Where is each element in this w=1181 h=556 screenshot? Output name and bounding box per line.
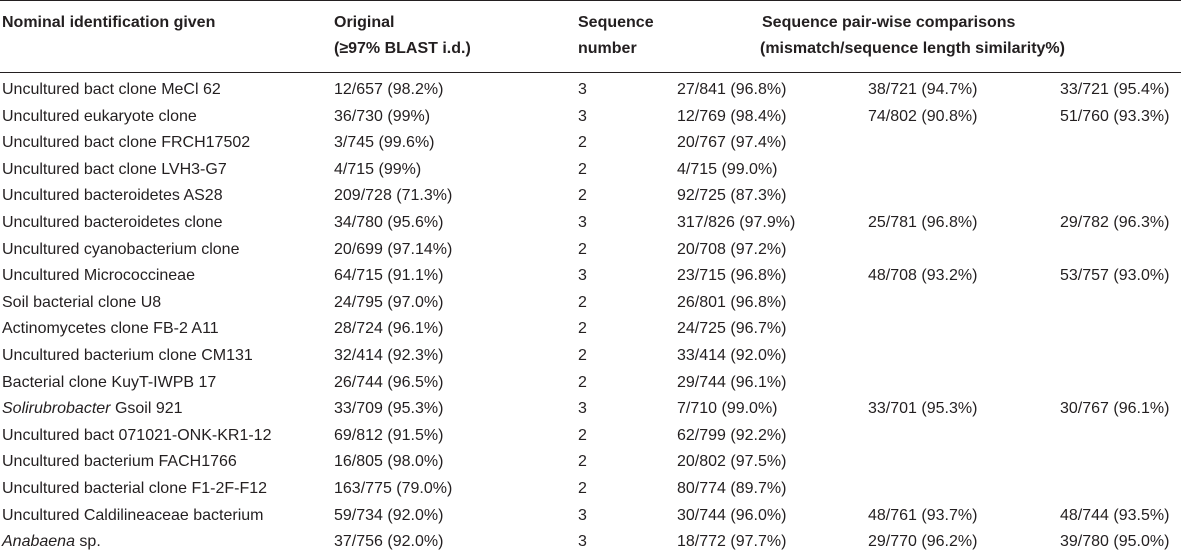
cell-pairwise-2: 74/802 (90.8%)	[868, 107, 978, 125]
cell-sequence-number: 2	[578, 453, 587, 471]
cell-pairwise-1: 20/802 (97.5%)	[677, 453, 787, 471]
cell-name: Uncultured bacterium clone CM131	[2, 347, 253, 364]
cell-name-italic: Anabaena	[2, 533, 75, 551]
table-row	[0, 183, 1181, 210]
cell-name: Uncultured Caldilineaceae bacterium	[2, 506, 264, 524]
cell-sequence-number: 2	[578, 480, 587, 497]
cell-sequence-number: 2	[578, 187, 587, 205]
cell-name: Uncultured bacteroidetes clone	[2, 214, 223, 231]
cell-pairwise-1: 92/725 (87.3%)	[677, 187, 787, 205]
table-row	[0, 210, 1181, 237]
cell-pairwise-2: 25/781 (96.8%)	[868, 214, 978, 231]
header-seqnum-line2: number	[578, 40, 637, 57]
cell-pairwise-1: 317/826 (97.9%)	[677, 214, 796, 231]
cell-original: 20/699 (97.14%)	[334, 240, 453, 258]
cell-original: 12/657 (98.2%)	[334, 81, 444, 98]
cell-original: 3/745 (99.6%)	[334, 134, 435, 152]
cell-name-italic: Solirubrobacter	[2, 400, 111, 418]
header-pairwise	[762, 10, 1065, 62]
header-name: Nominal identification given	[2, 14, 216, 31]
table-row	[0, 370, 1181, 397]
cell-pairwise-3: 39/780 (95.0%)	[1060, 533, 1170, 551]
cell-pairwise-3: 53/757 (93.0%)	[1060, 267, 1170, 285]
cell-sequence-number: 2	[578, 347, 587, 364]
cell-name: Uncultured bact 071021-ONK-KR1-12	[2, 426, 272, 444]
cell-name: Uncultured eukaryote clone	[2, 107, 197, 125]
cell-pairwise-1: 29/744 (96.1%)	[677, 373, 787, 391]
header-rule	[0, 72, 1181, 73]
cell-sequence-number: 2	[578, 320, 587, 338]
cell-pairwise-1: 4/715 (99.0%)	[677, 160, 778, 178]
table-row	[0, 476, 1181, 503]
cell-pairwise-2: 48/761 (93.7%)	[868, 506, 978, 524]
cell-pairwise-2: 48/708 (93.2%)	[868, 267, 978, 285]
header-pairwise-line2: (mismatch/sequence length similarity%)	[760, 40, 1065, 57]
cell-original: 36/730 (99%)	[334, 107, 431, 125]
cell-pairwise-2: 33/701 (95.3%)	[868, 400, 978, 418]
cell-sequence-number: 2	[578, 240, 587, 258]
cell-name: Soil bacterial clone U8	[2, 293, 162, 311]
cell-sequence-number: 3	[578, 81, 587, 98]
cell-pairwise-1: 62/799 (92.2%)	[677, 426, 787, 444]
header-seqnum	[578, 10, 654, 62]
header-seqnum-line1: Sequence	[578, 14, 654, 31]
cell-name: Uncultured bacterium FACH1766	[2, 453, 237, 471]
cell-pairwise-1: 80/774 (89.7%)	[677, 480, 787, 497]
cell-pairwise-1: 23/715 (96.8%)	[677, 267, 787, 285]
cell-name	[2, 531, 101, 553]
table-row	[0, 263, 1181, 290]
table-row	[0, 449, 1181, 476]
cell-name: Uncultured bact clone LVH3-G7	[2, 160, 227, 178]
cell-pairwise-3: 30/767 (96.1%)	[1060, 400, 1170, 418]
cell-name: Uncultured cyanobacterium clone	[2, 240, 240, 258]
cell-pairwise-3: 51/760 (93.3%)	[1060, 107, 1170, 125]
cell-pairwise-1: 26/801 (96.8%)	[677, 293, 787, 311]
cell-name: Actinomycetes clone FB-2 A11	[2, 320, 219, 338]
cell-pairwise-1: 18/772 (97.7%)	[677, 533, 787, 551]
cell-sequence-number: 2	[578, 373, 587, 391]
cell-original: 209/728 (71.3%)	[334, 187, 453, 205]
cell-original: 4/715 (99%)	[334, 160, 422, 178]
cell-original: 64/715 (91.1%)	[334, 267, 444, 285]
cell-sequence-number: 2	[578, 426, 587, 444]
cell-original: 34/780 (95.6%)	[334, 214, 444, 231]
cell-sequence-number: 3	[578, 400, 587, 418]
cell-pairwise-1: 30/744 (96.0%)	[677, 506, 787, 524]
cell-sequence-number: 3	[578, 267, 587, 285]
table-row	[0, 529, 1181, 556]
cell-original: 32/414 (92.3%)	[334, 347, 444, 364]
table-row	[0, 104, 1181, 131]
cell-pairwise-3: 48/744 (93.5%)	[1060, 506, 1170, 524]
table-row	[0, 77, 1181, 104]
cell-name: Bacterial clone KuyT-IWPB 17	[2, 373, 217, 391]
table-row	[0, 290, 1181, 317]
cell-pairwise-2: 38/721 (94.7%)	[868, 81, 978, 98]
cell-original: 26/744 (96.5%)	[334, 373, 444, 391]
cell-sequence-number: 2	[578, 160, 587, 178]
cell-name: Uncultured bacterial clone F1-2F-F12	[2, 480, 268, 497]
cell-pairwise-1: 20/767 (97.4%)	[677, 134, 787, 152]
cell-sequence-number: 2	[578, 134, 587, 152]
table-row	[0, 157, 1181, 184]
cell-name: Uncultured bacteroidetes AS28	[2, 187, 223, 205]
table-row	[0, 423, 1181, 450]
cell-pairwise-1: 24/725 (96.7%)	[677, 320, 787, 338]
cell-name: Uncultured Micrococcineae	[2, 267, 195, 285]
cell-name: Uncultured bact clone MeCl 62	[2, 81, 221, 98]
cell-pairwise-1: 27/841 (96.8%)	[677, 81, 787, 98]
table-row	[0, 130, 1181, 157]
table-row	[0, 503, 1181, 530]
cell-pairwise-3: 29/782 (96.3%)	[1060, 214, 1170, 231]
table-row	[0, 396, 1181, 423]
header-original	[334, 10, 471, 62]
cell-pairwise-1: 20/708 (97.2%)	[677, 240, 787, 258]
cell-original: 33/709 (95.3%)	[334, 400, 444, 418]
cell-name-rest: Gsoil 921	[110, 400, 183, 418]
cell-original: 163/775 (79.0%)	[334, 480, 453, 497]
cell-name: Uncultured bact clone FRCH17502	[2, 134, 251, 152]
table-row	[0, 343, 1181, 370]
cell-original: 59/734 (92.0%)	[334, 506, 444, 524]
cell-original: 37/756 (92.0%)	[334, 533, 444, 551]
header-pairwise-line1: Sequence pair-wise comparisons	[762, 14, 1016, 31]
cell-sequence-number: 3	[578, 214, 587, 231]
cell-original: 69/812 (91.5%)	[334, 426, 444, 444]
cell-original: 16/805 (98.0%)	[334, 453, 444, 471]
cell-pairwise-1: 7/710 (99.0%)	[677, 400, 778, 418]
cell-sequence-number: 3	[578, 506, 587, 524]
cell-sequence-number: 2	[578, 293, 587, 311]
cell-pairwise-2: 29/770 (96.2%)	[868, 533, 978, 551]
table-row	[0, 316, 1181, 343]
cell-sequence-number: 3	[578, 533, 587, 551]
cell-pairwise-1: 33/414 (92.0%)	[677, 347, 787, 364]
cell-original: 24/795 (97.0%)	[334, 293, 444, 311]
cell-name-rest: sp.	[74, 533, 101, 551]
cell-sequence-number: 3	[578, 107, 587, 125]
cell-pairwise-1: 12/769 (98.4%)	[677, 107, 787, 125]
header-original-line2: (≥97% BLAST i.d.)	[334, 40, 471, 57]
header-original-line1: Original	[334, 14, 395, 31]
cell-original: 28/724 (96.1%)	[334, 320, 444, 338]
cell-pairwise-3: 33/721 (95.4%)	[1060, 81, 1170, 98]
top-rule	[0, 0, 1181, 1]
table-row	[0, 237, 1181, 264]
cell-name	[2, 398, 183, 420]
